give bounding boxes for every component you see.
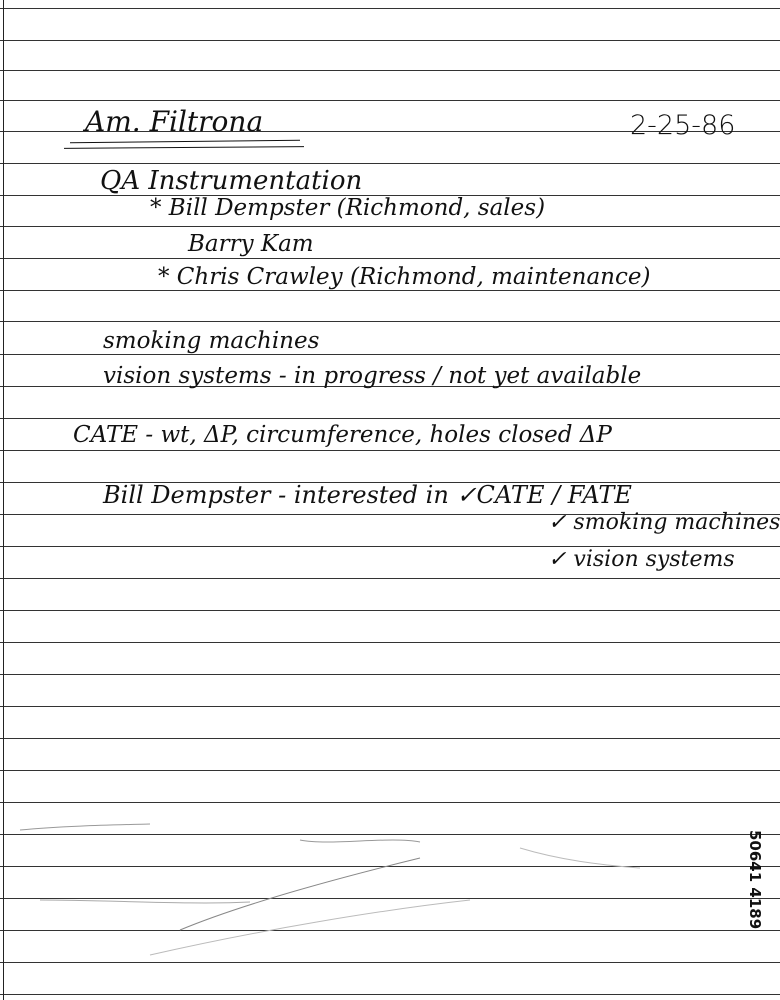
interest-item: ✓ smoking machines: [548, 510, 780, 535]
ruled-line: [0, 898, 780, 899]
ruled-line: [0, 834, 780, 835]
contact-item: Barry Kam: [188, 231, 314, 257]
ruled-line: [0, 674, 780, 675]
note-title: Am. Filtrona: [85, 105, 264, 138]
contact-item: * Chris Crawley (Richmond, maintenance): [158, 264, 651, 290]
ruled-line: [0, 8, 780, 9]
smoking-machines-line: smoking machines: [103, 328, 320, 354]
cate-line: CATE - wt, ΔP, circumference, holes closed ΔP: [73, 422, 612, 448]
document-number: 50641 4189: [746, 830, 764, 930]
ruled-line: [0, 994, 780, 995]
interest-item: ✓ vision systems: [548, 547, 735, 572]
ruled-line: [0, 258, 780, 259]
ruled-line: [0, 226, 780, 227]
ruled-line: [0, 610, 780, 611]
ruled-line: [0, 290, 780, 291]
ruled-line: [0, 866, 780, 867]
ruled-line: [0, 642, 780, 643]
ruled-line: [0, 163, 780, 164]
vision-systems-line: vision systems - in progress / not yet available: [103, 363, 642, 389]
ruled-line: [0, 450, 780, 451]
ruled-line: [0, 770, 780, 771]
ruled-line: [0, 930, 780, 931]
ruled-line: [0, 578, 780, 579]
ruled-line: [0, 738, 780, 739]
ruled-line: [0, 962, 780, 963]
ruled-line: [0, 321, 780, 322]
ruled-line: [0, 802, 780, 803]
ruled-line: [0, 70, 780, 71]
ruled-line: [0, 40, 780, 41]
ruled-line: [0, 100, 780, 101]
note-date: 2-25-86: [630, 110, 736, 141]
contact-item: * Bill Dempster (Richmond, sales): [150, 195, 546, 221]
bill-dempster-line: Bill Dempster - interested in ✓CATE / FATE: [103, 481, 632, 509]
ruled-line: [0, 706, 780, 707]
section-heading: QA Instrumentation: [100, 166, 363, 196]
ruled-line: [0, 418, 780, 419]
ruled-line: [0, 354, 780, 355]
page-edge: [3, 0, 4, 1000]
